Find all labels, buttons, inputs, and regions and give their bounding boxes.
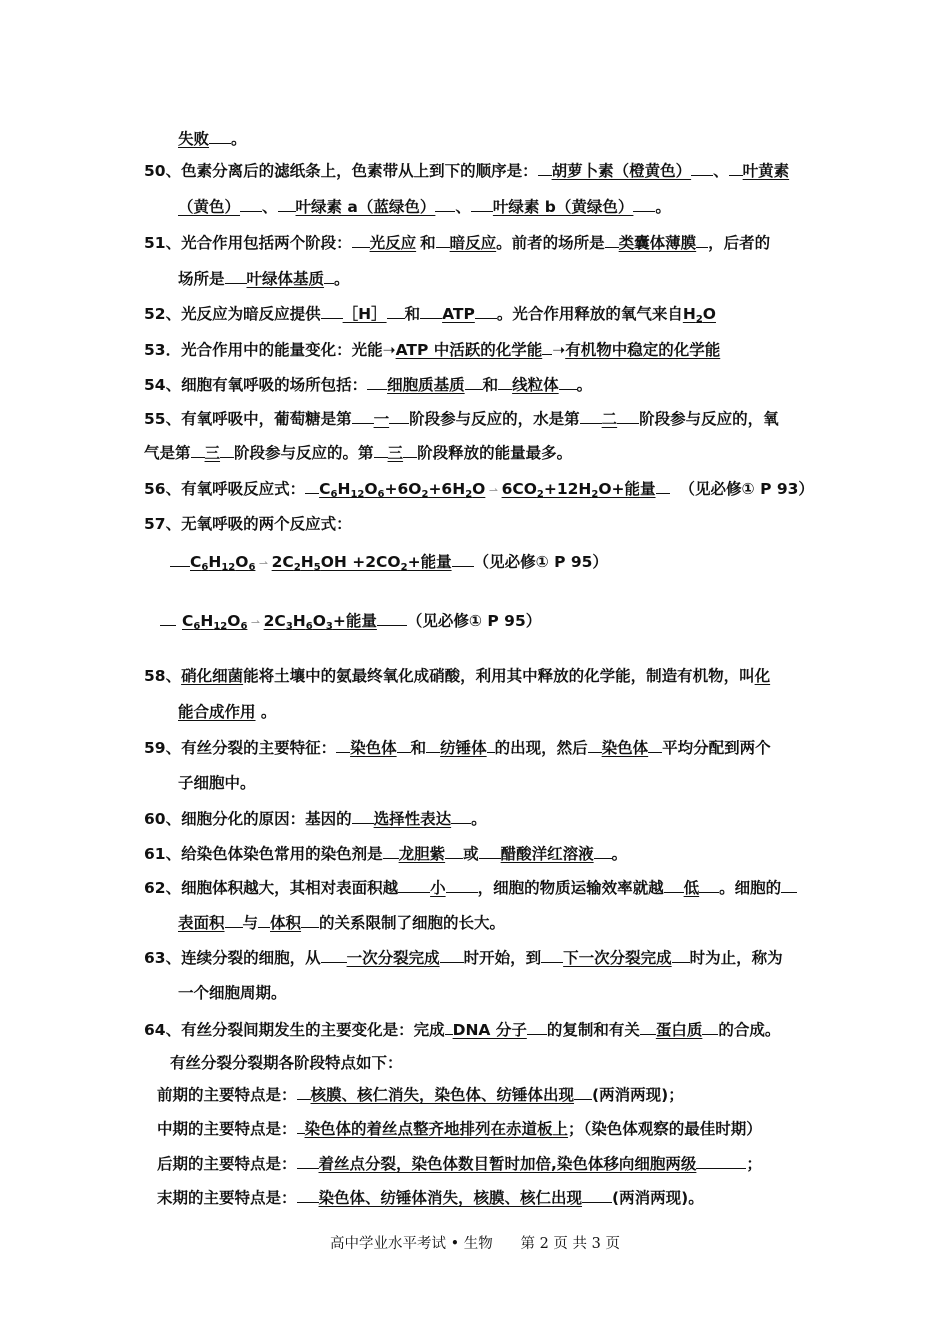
- q61: 61、给染色体染色常用的染色剂是 龙胆紫 或 醋酸洋红溶液 。: [144, 845, 628, 863]
- q63-line2: 一个细胞周期。: [178, 984, 287, 1002]
- q55-line2: 气是第 三 阶段参与反应的。第 三 阶段释放的能量最多。: [144, 444, 573, 462]
- anaphase-line: 后期的主要特点是： 着丝点分裂，染色体数目暂时加倍,染色体移向细胞两级 ；: [157, 1155, 762, 1173]
- reaction-arrow-icon: ⇀: [485, 484, 502, 497]
- q64-line1: 64、有丝分裂间期发生的主要变化是：完成 DNA 分子 的复制和有关 蛋白质 的合成。: [144, 1021, 781, 1039]
- q51-line1: 51、光合作用包括两个阶段： 光反应 和 暗反应。前者的场所是 类囊体薄膜 ，后者的: [144, 234, 771, 252]
- q62-line2: 表面积 与 体积 的关系限制了细胞的长大。: [178, 914, 506, 932]
- anaerobic-eq2-right: $2C_3H_6O_3+$能量: [263, 612, 377, 632]
- aerobic-equation-left: $C_6H_{12}O_6+6O_2+6H_2O$: [319, 480, 486, 500]
- q50-line2: （黄色） 、 叶绿素 a（蓝绿色） 、 叶绿素 b（黄绿色） 。: [178, 198, 671, 216]
- q57-eq2: $C_6H_{12}O_6$ ⇀ $2C_3H_6O_3+$能量 （见必修① P 95）: [160, 610, 541, 633]
- aerobic-equation-right: $6CO_2+12H_2O+$能量: [501, 480, 656, 500]
- q63-line1: 63、连续分裂的细胞，从 一次分裂完成 时开始，到 下一次分裂完成 时为止，称为: [144, 949, 783, 967]
- q59-line1: 59、有丝分裂的主要特征： 染色体 和 纺锤体 的出现，然后 染色体 平均分配到两个: [144, 739, 771, 757]
- q62-line1: 62、细胞体积越大，其相对表面积越 小 ，细胞的物质运输效率就越 低 。细胞的: [144, 877, 797, 898]
- page-footer: 高中学业水平考试 • 生物 第 2 页 共 3 页: [330, 1236, 620, 1252]
- q58-line2: 能合成作用 。: [178, 703, 277, 721]
- telophase-line: 末期的主要特点是： 染色体、纺锤体消失，核膜、核仁出现 (两消两现)。: [157, 1189, 704, 1207]
- q57: 57、无氧呼吸的两个反应式：: [144, 515, 352, 533]
- q56: 56、有氧呼吸反应式： $C_6H_{12}O_6+6O_2+6H_2O$ ⇀ $6CO_2+12H_2O+$能量 （见必修① P 93）: [144, 480, 814, 500]
- q55-line1: 55、有氧呼吸中，葡萄糖是第 一 阶段参与反应的，水是第 二 阶段参与反应的，氧: [144, 410, 779, 428]
- q53: 53．光合作用中的能量变化：光能➝ATP 中活跃的化学能 ➝有机物中稳定的化学能: [144, 341, 721, 359]
- q59-line2: 子细胞中。: [178, 774, 256, 792]
- metaphase-line: 中期的主要特点是： 染色体的着丝点整齐地排列在赤道板上；（染色体观察的最佳时期）: [157, 1120, 762, 1138]
- anaerobic-eq1-left: $C_6H_{12}O_6$: [190, 553, 256, 573]
- right-arrow-icon: ➝: [382, 341, 396, 359]
- q50-line1: 50、色素分离后的滤纸条上，色素带从上到下的顺序是： 胡萝卜素（橙黄色） 、 叶黄素: [144, 162, 790, 180]
- anaerobic-eq1-right: $2C_2H_5OH +2CO_2+$能量: [271, 553, 452, 573]
- q49-continuation: 失败 。: [178, 130, 247, 148]
- q51-line2: 场所是 叶绿体基质 。: [178, 270, 350, 288]
- prophase-line: 前期的主要特点是： 核膜、核仁消失，染色体、纺锤体出现 (两消两现)；: [157, 1086, 684, 1104]
- q57-eq1: $C_6H_{12}O_6$ ⇀ $2C_2H_5OH +2CO_2+$能量 （见必修① P 95）: [170, 551, 608, 574]
- anaerobic-eq2-left: $C_6H_{12}O_6$: [182, 612, 248, 632]
- q54: 54、细胞有氧呼吸的场所包括： 细胞质基质 和 线粒体 。: [144, 376, 593, 394]
- q52: 52、光反应为暗反应提供 ［H］ 和 ATP 。光合作用释放的氧气来自$H_2O$: [144, 305, 716, 325]
- q58-line1: 58、硝化细菌能将土壤中的氨最终氧化成硝酸，利用其中释放的化学能，制造有机物，叫化: [144, 667, 771, 685]
- reaction-arrow-icon: ⇀: [255, 557, 272, 570]
- q64-line2: 有丝分裂分裂期各阶段特点如下：: [170, 1054, 403, 1072]
- reaction-arrow-icon: ⇀: [247, 616, 264, 629]
- q60: 60、细胞分化的原因：基因的 选择性表达 。: [144, 810, 487, 828]
- right-arrow-icon: ➝: [552, 341, 566, 359]
